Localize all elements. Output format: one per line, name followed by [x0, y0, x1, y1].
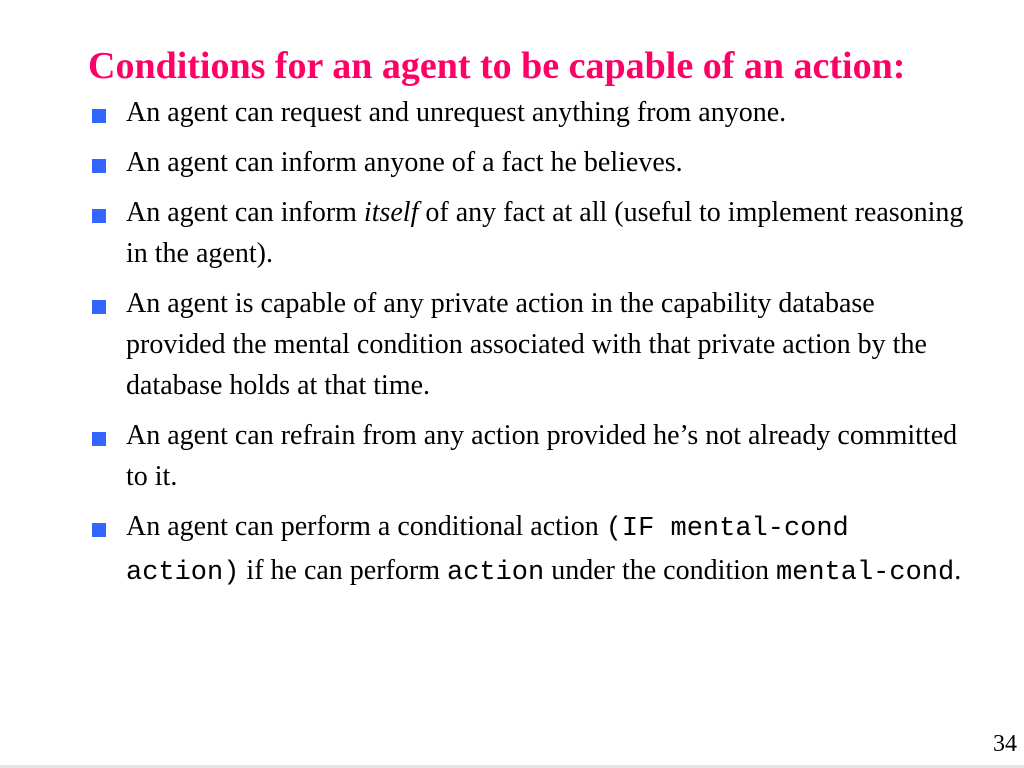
code-text: action	[447, 558, 545, 588]
page-number: 34	[993, 731, 1017, 757]
bullet-text: An agent can request and unrequest anything from anyone.	[126, 97, 787, 128]
square-bullet-icon	[92, 159, 106, 173]
bullet-item	[88, 192, 968, 274]
bullet-item	[88, 415, 968, 497]
bullet-text: An agent is capable of any private action in the capability database provided the mental condition associated with that private action by the database holds at that time.	[126, 288, 927, 401]
square-bullet-icon	[92, 109, 106, 123]
bullet-item	[88, 142, 968, 183]
bullet-text: .	[954, 555, 962, 586]
bullet-item	[88, 283, 968, 406]
square-bullet-icon	[92, 300, 106, 314]
bullet-item	[88, 506, 968, 594]
bullet-text: An agent can inform anyone of a fact he believes.	[126, 147, 683, 178]
bullet-text: An agent can refrain from any action provided he’s not already committed to it.	[126, 420, 958, 492]
code-text: mental-cond	[775, 558, 955, 588]
bullet-text: itself	[363, 197, 419, 228]
bullet-text: An agent can perform a conditional action	[126, 511, 606, 542]
square-bullet-icon	[92, 209, 106, 223]
bullet-item	[88, 92, 968, 133]
bullet-text: under the condition	[544, 555, 776, 586]
square-bullet-icon	[92, 432, 106, 446]
square-bullet-icon	[92, 523, 106, 537]
bullet-text: An agent can inform	[126, 197, 364, 228]
slide-title: Conditions for an agent to be capable of an action:	[88, 45, 906, 87]
bullet-text: of any fact at all (useful to implement reasoning in the agent).	[126, 197, 964, 269]
code-text: (IF mental-cond action)	[126, 514, 849, 588]
bullet-list	[88, 92, 968, 603]
bullet-text: if he can perform	[239, 555, 447, 586]
